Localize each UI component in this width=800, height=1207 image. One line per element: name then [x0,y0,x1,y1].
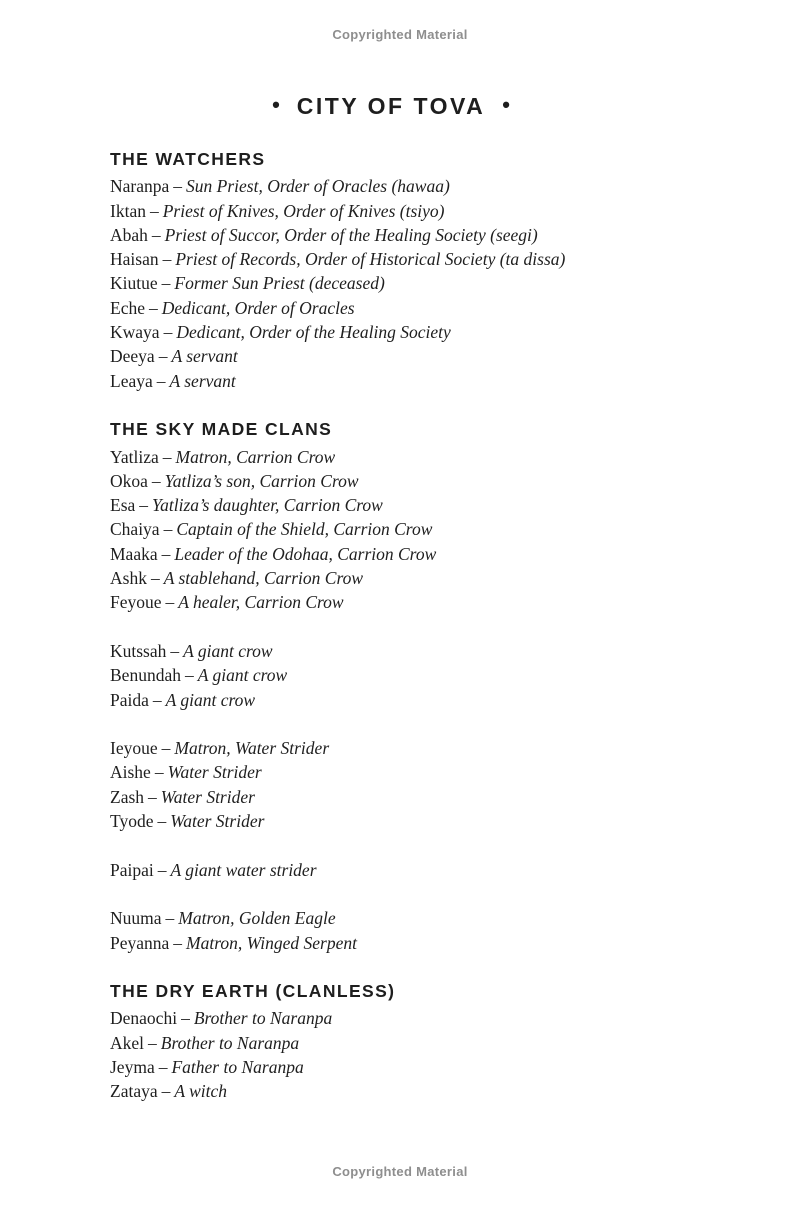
character-name: Leaya [110,370,153,391]
character-entry [110,517,672,541]
character-entry [110,688,672,712]
character-description: Sun Priest, Order of Oracles (hawaa) [186,176,450,197]
character-description: Yatliza’s daughter, Carrion Crow [152,495,383,516]
dash-separator: – [161,1081,171,1102]
character-name: Aishe [110,762,151,783]
character-entry [110,369,672,393]
character-entry [110,542,672,566]
character-name: Peyanna [110,932,170,953]
character-section [110,979,672,1103]
character-name: Chaiya [110,519,160,540]
character-description: A stablehand, Carrion Crow [163,568,364,589]
character-description: Leader of the Odohaa, Carrion Crow [174,543,437,564]
character-entry [110,760,672,784]
character-name: Denaochi [110,1008,178,1029]
character-name: Jeyma [110,1056,155,1077]
dash-separator: – [158,1056,168,1077]
character-entry [110,199,672,223]
character-entry [110,566,672,590]
entry-group [110,639,672,712]
dash-separator: – [139,495,149,516]
dash-separator: – [161,738,171,759]
dash-separator: – [162,446,172,467]
character-description: Former Sun Priest (deceased) [174,273,385,294]
character-description: Matron, Carrion Crow [175,446,336,467]
character-entry [110,1031,672,1055]
page-title [110,92,672,120]
character-entry [110,271,672,295]
character-name: Tyode [110,811,154,832]
character-description: Yatliza’s son, Carrion Crow [164,470,359,491]
character-description: Father to Naranpa [171,1056,304,1077]
character-description: A giant crow [197,665,288,686]
dash-separator: – [148,1032,157,1053]
character-entry [110,1006,672,1030]
dash-separator: – [152,689,162,710]
character-name: Yatliza [110,446,159,467]
page-title-text: CITY OF TOVA [296,93,486,119]
character-description: Water Strider [167,762,262,783]
character-name: Nuuma [110,908,162,929]
character-name: Ashk [110,568,147,589]
character-name: Kiutue [110,273,158,294]
character-description: A giant crow [165,689,256,710]
dash-separator: – [184,665,194,686]
character-name: Akel [110,1032,145,1053]
character-section [110,417,672,955]
character-entry [110,445,672,469]
character-entry [110,590,672,614]
character-entry [110,296,672,320]
character-entry [110,663,672,687]
dash-separator: – [170,640,180,661]
entry-group [110,1006,672,1103]
character-description: Captain of the Shield, Carrion Crow [176,519,433,540]
entry-group [110,174,672,393]
dash-separator: – [161,543,171,564]
character-description: Water Strider [160,786,255,807]
character-entry [110,858,672,882]
dash-separator: – [181,1008,190,1029]
character-description: Matron, Winged Serpent [186,932,357,953]
entry-group [110,858,672,882]
copyright-notice-bottom: Copyrighted Material [332,1164,468,1179]
dash-separator: – [162,249,172,270]
character-description: A witch [174,1081,228,1102]
section-heading: THE WATCHERS [110,149,266,169]
character-description: Dedicant, Order of the Healing Society [176,322,451,343]
character-name: Paipai [110,859,154,880]
character-name: Zash [110,786,145,807]
character-description: Priest of Knives, Order of Knives (tsiyo) [162,200,445,221]
character-entry [110,493,672,517]
entry-group [110,736,672,833]
dash-separator: – [165,908,175,929]
dash-separator: – [161,273,171,294]
dash-separator: – [154,762,164,783]
dash-separator: – [149,200,159,221]
character-name: Benundah [110,665,181,686]
dash-separator: – [163,519,173,540]
character-description: Brother to Naranpa [160,1032,300,1053]
dash-separator: – [151,224,161,245]
character-entry [110,736,672,760]
character-entry [110,247,672,271]
dash-separator: – [165,592,175,613]
dash-separator: – [156,370,166,391]
character-description: Matron, Water Strider [174,738,330,759]
character-name: Esa [110,495,136,516]
dash-separator: – [151,470,161,491]
character-entry [110,1055,672,1079]
entry-group [110,445,672,615]
character-entry [110,785,672,809]
character-name: Okoa [110,470,148,491]
character-name: Deeya [110,346,155,367]
character-description: Brother to Naranpa [193,1008,333,1029]
dash-separator: – [157,859,167,880]
character-entry [110,906,672,930]
character-name: Feyoue [110,592,162,613]
character-description: A servant [171,346,238,367]
dash-separator: – [157,811,167,832]
character-section [110,147,672,393]
dash-separator: – [158,346,168,367]
character-name: Iktan [110,200,146,221]
character-name: Abah [110,224,148,245]
bullet-icon: • [502,92,510,117]
character-description: A giant crow [183,640,273,661]
character-description: Water Strider [170,811,265,832]
character-name: Zataya [110,1081,158,1102]
character-entry [110,639,672,663]
dash-separator: – [173,932,183,953]
character-name: Kutssah [110,640,167,661]
character-name: Ieyoue [110,738,158,759]
character-description: Priest of Succor, Order of the Healing Society (seegi) [164,224,538,245]
character-description: Matron, Golden Eagle [178,908,336,929]
character-description: A giant water strider [170,859,317,880]
character-name: Paida [110,689,149,710]
character-entry [110,809,672,833]
dash-separator: – [148,297,158,318]
entry-group [110,906,672,955]
dash-separator: – [148,786,157,807]
character-entry [110,174,672,198]
character-description: A healer, Carrion Crow [178,592,344,613]
character-description: Priest of Records, Order of Historical Society (ta dissa) [175,249,566,270]
character-entry [110,1079,672,1103]
dash-separator: – [150,568,160,589]
section-heading: THE SKY MADE CLANS [110,419,333,440]
character-entry [110,223,672,247]
character-sections [110,147,672,1104]
character-name: Naranpa [110,176,170,197]
character-description: Dedicant, Order of Oracles [161,297,355,318]
character-name: Eche [110,297,145,318]
character-name: Kwaya [110,322,160,343]
dash-separator: – [173,176,183,197]
character-name: Haisan [110,249,159,270]
character-name: Maaka [110,543,158,564]
section-heading: THE DRY EARTH (CLANLESS) [110,981,396,1002]
character-entry [110,469,672,493]
page-content [110,92,672,1104]
dash-separator: – [163,322,173,343]
character-entry [110,931,672,955]
copyright-notice-top: Copyrighted Material [332,27,468,42]
character-entry [110,344,672,368]
bullet-icon: • [272,92,280,117]
character-description: A servant [169,370,236,391]
character-entry [110,320,672,344]
